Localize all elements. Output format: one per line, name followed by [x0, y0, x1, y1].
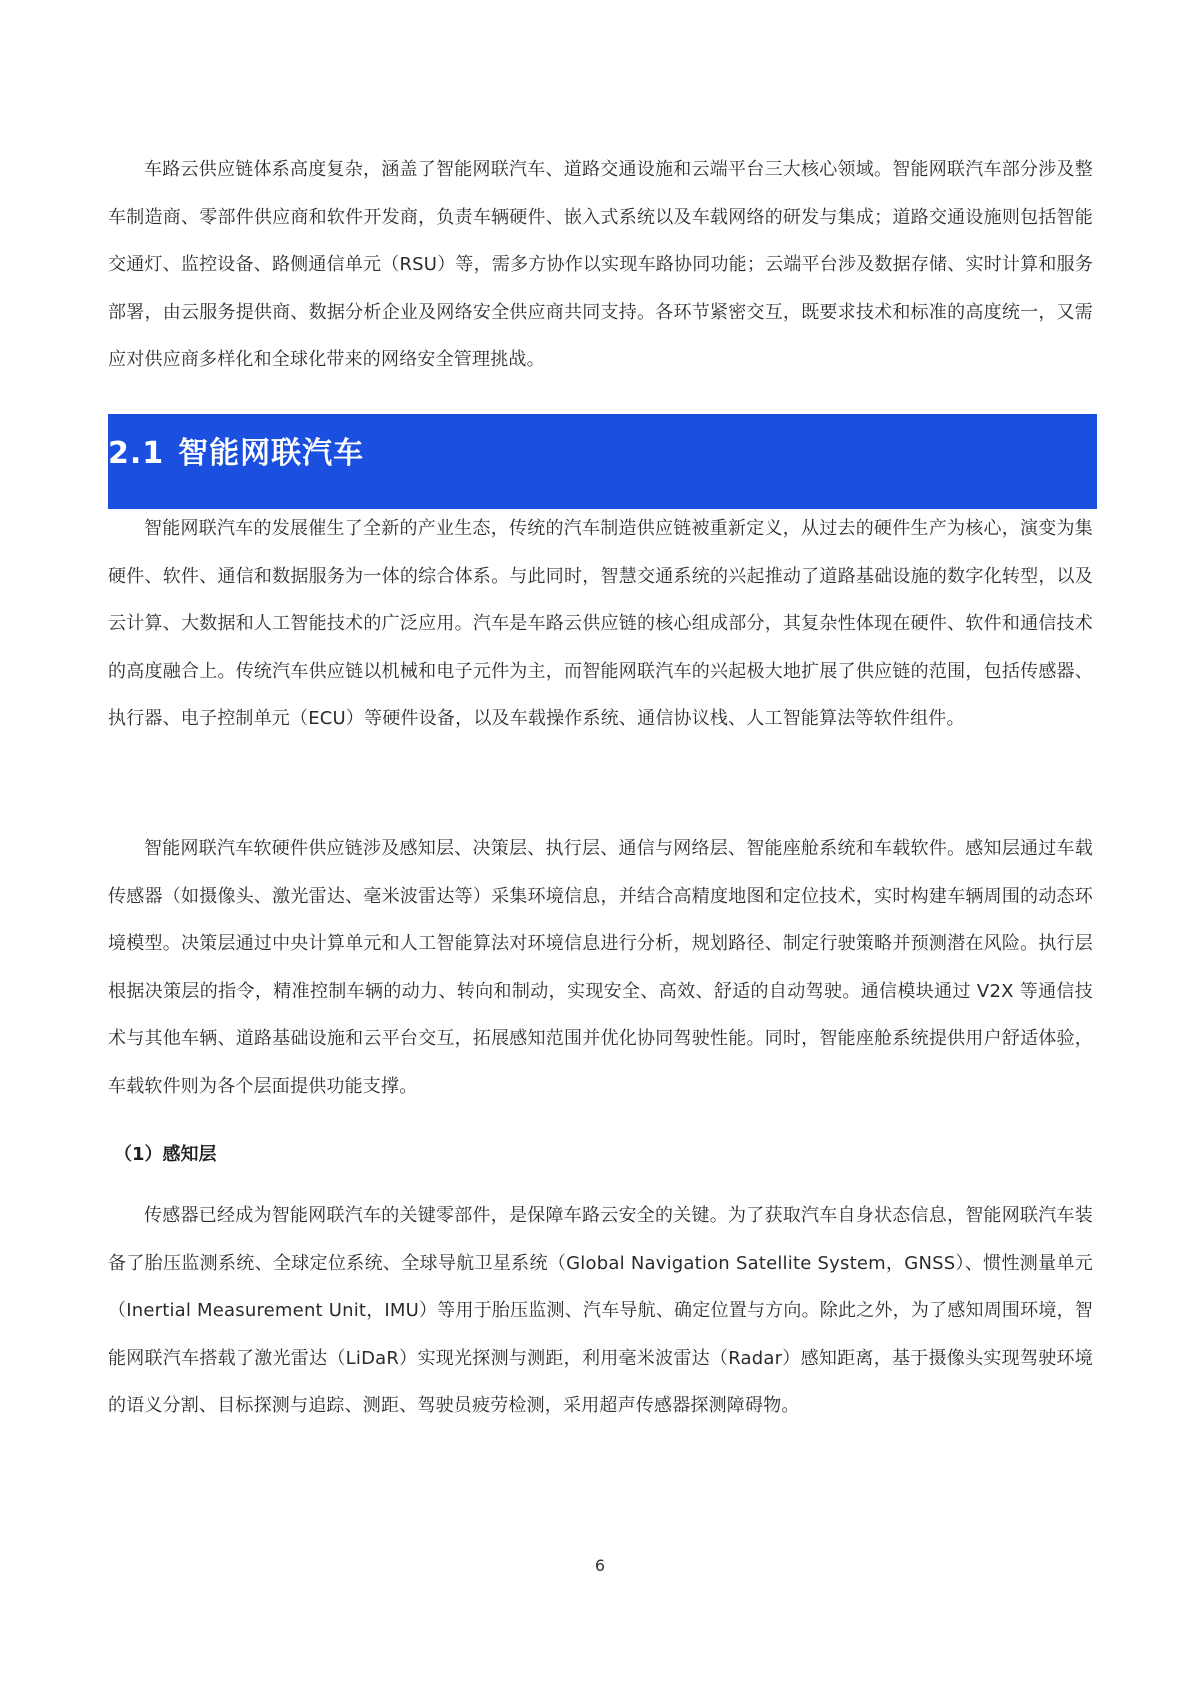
- intro-paragraph: 车路云供应链体系高度复杂，涵盖了智能网联汽车、道路交通设施和云端平台三大核心领域。智能网联汽车部分涉及整车制造商、零部件供应商和软件开发商，负责车辆硬件、嵌入式系统以及车载网络的研发与集成；道路交通设施则包括智能交通灯、监控设备、路侧通信单元（RSU）等，需多方协作以实现车路协同功能；云端平台涉及数据存储、实时计算和服务部署，由云服务提供商、数据分析企业及网络安全供应商共同支持。各环节紧密交互，既要求技术和标准的高度统一，又需应对供应商多样化和全球化带来的网络安全管理挑战。: [108, 159, 1093, 370]
- section-paragraph: 智能网联汽车软硬件供应链涉及感知层、决策层、执行层、通信与网络层、智能座舱系统和车载软件。感知层通过车载传感器（如摄像头、激光雷达、毫米波雷达等）采集环境信息，并结合高精度地图和定位技术，实时构建车辆周围的动态环境模型。决策层通过中央计算单元和人工智能算法对环境信息进行分析，规划路径、制定行驶策略并预测潜在风险。执行层根据决策层的指令，精准控制车辆的动力、转向和制动，实现安全、高效、舒适的自动驾驶。通信模块通过 V2X 等通信技术与其他车辆、道路基础设施和云平台交互，拓展感知范围并优化协同驾驶性能。同时，智能座舱系统提供用户舒适体验，车载软件则为各个层面提供功能支撑。: [108, 838, 1093, 1097]
- section-number: 2.1: [108, 436, 165, 471]
- subsection-heading: （1）感知层: [114, 1144, 217, 1165]
- section-title: 智能网联汽车: [178, 436, 365, 471]
- section-heading: [108, 428, 364, 472]
- subsection-paragraph: 传感器已经成为智能网联汽车的关键零部件，是保障车路云安全的关键。为了获取汽车自身状态信息，智能网联汽车装备了胎压监测系统、全球定位系统、全球导航卫星系统（Global Navigation Satellite System，GNSS）、惯性测量单元（Inertial Measurement Unit，IMU）等用于胎压监测、汽车导航、确定位置与方向。除此之外，为了感知周围环境，智能网联汽车搭载了激光雷达（LiDaR）实现光探测与测距，利用毫米波雷达（Radar）感知距离，基于摄像头实现驾驶环境的语义分割、目标探测与追踪、测距、驾驶员疲劳检测，采用超声传感器探测障碍物。: [108, 1205, 1093, 1416]
- section-banner: [108, 414, 1097, 509]
- page-number: 6: [594, 1556, 606, 1575]
- section-paragraph: 智能网联汽车的发展催生了全新的产业生态，传统的汽车制造供应链被重新定义，从过去的硬件生产为核心，演变为集硬件、软件、通信和数据服务为一体的综合体系。与此同时，智慧交通系统的兴起推动了道路基础设施的数字化转型，以及云计算、大数据和人工智能技术的广泛应用。汽车是车路云供应链的核心组成部分，其复杂性体现在硬件、软件和通信技术的高度融合上。传统汽车供应链以机械和电子元件为主，而智能网联汽车的兴起极大地扩展了供应链的范围，包括传感器、执行器、电子控制单元（ECU）等硬件设备，以及车载操作系统、通信协议栈、人工智能算法等软件组件。: [108, 518, 1093, 729]
